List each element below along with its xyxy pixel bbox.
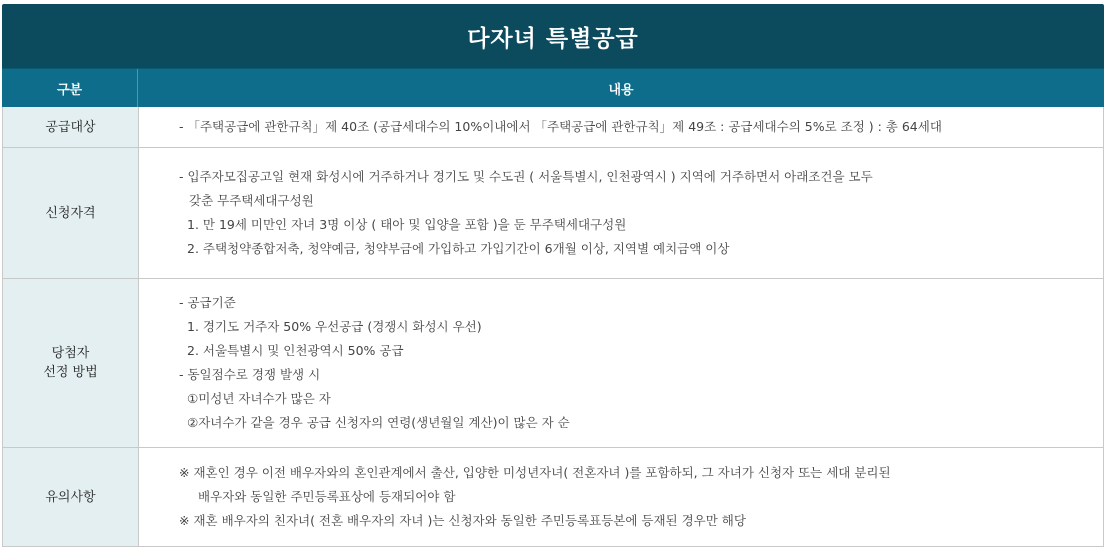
table-row-eligibility xyxy=(2,148,1104,279)
row-label-supply-target: 공급대상 xyxy=(2,107,139,147)
content-line: 2. 서울특별시 및 인천광역시 50% 공급 xyxy=(187,343,404,358)
table-row-selection-method xyxy=(2,279,1104,448)
row-label-eligibility: 신청자격 xyxy=(2,148,139,278)
row-label-line: 당첨자 xyxy=(51,346,90,361)
row-content-supply-target xyxy=(139,107,1104,147)
content-line: - 입주자모집공고일 현재 화성시에 거주하거나 경기도 및 수도권 ( 서울특별시, 인천광역시 ) 지역에 거주하면서 아래조건을 모두 xyxy=(179,169,873,184)
content-line: - 공급기준 xyxy=(179,295,236,310)
table-row-notes xyxy=(2,448,1104,547)
row-content-eligibility xyxy=(139,148,1104,278)
row-label-notes: 유의사항 xyxy=(2,448,139,546)
content-line: ①미성년 자녀수가 많은 자 xyxy=(187,391,331,406)
content-line: ②자녀수가 같을 경우 공급 신청자의 연령(생년월일 계산)이 많은 자 순 xyxy=(187,415,570,430)
table-row-supply-target xyxy=(2,107,1104,148)
row-content-selection-method xyxy=(139,279,1104,447)
header-category: 구분 xyxy=(2,69,138,107)
row-label-selection-method xyxy=(2,279,139,447)
content-line: - 동일점수로 경쟁 발생 시 xyxy=(179,367,321,382)
table-header-row xyxy=(2,68,1104,107)
header-content: 내용 xyxy=(608,82,634,98)
content-line: 갖춘 무주택세대구성원 xyxy=(189,193,314,208)
content-line: ※ 재혼 배우자의 친자녀( 전혼 배우자의 자녀 )는 신청자와 동일한 주민등록표등본에 등재된 경우만 해당 xyxy=(179,513,746,528)
content-line: 2. 주택청약종합저축, 청약예금, 청약부금에 가입하고 가입기간이 6개월 이상, 지역별 예치금액 이상 xyxy=(187,241,730,256)
content-line: 1. 경기도 거주자 50% 우선공급 (경쟁시 화성시 우선) xyxy=(187,319,482,334)
content-line: - 「주택공급에 관한규칙」제 40조 (공급세대수의 10%이내에서 「주택공급에 관한규칙」제 49조 : 공급세대수의 5%로 조정 ) : 총 64세대 xyxy=(179,119,942,134)
row-content-notes xyxy=(139,448,1104,546)
content-line: 1. 만 19세 미만인 자녀 3명 이상 ( 태아 및 입양을 포함 )을 둔 무주택세대구성원 xyxy=(187,217,627,232)
content-line: 배우자와 동일한 주민등록표상에 등재되어야 함 xyxy=(198,489,456,504)
table-title: 다자녀 특별공급 xyxy=(2,4,1104,68)
row-label-line: 선정 방법 xyxy=(43,365,98,380)
supply-table xyxy=(2,4,1104,547)
content-line: ※ 재혼인 경우 이전 배우자와의 혼인관계에서 출산, 입양한 미성년자녀( 전혼자녀 )를 포함하되, 그 자녀가 신청자 또는 세대 분리된 xyxy=(179,465,891,480)
